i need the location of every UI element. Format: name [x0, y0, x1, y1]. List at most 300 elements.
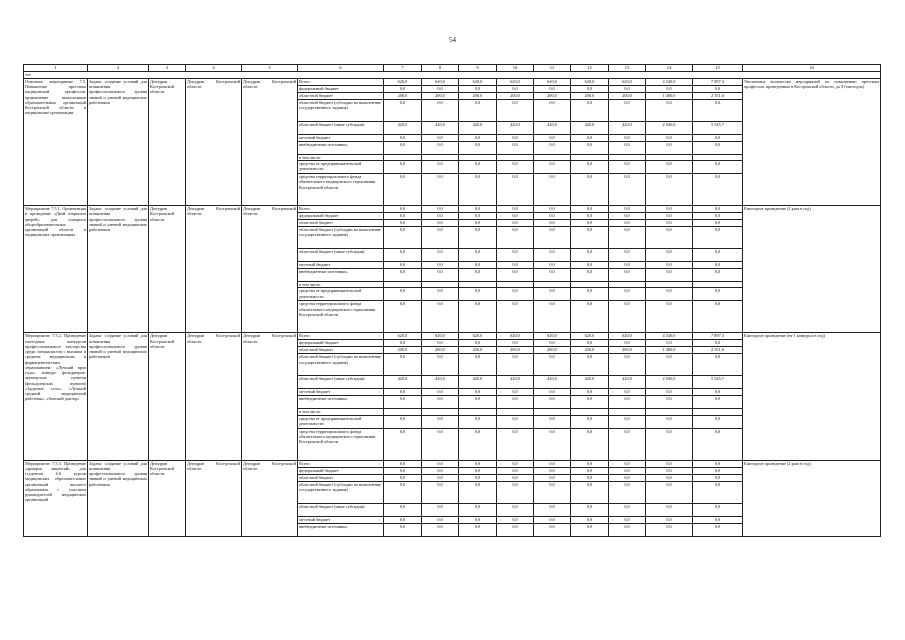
value-cell: 0,0	[609, 269, 646, 282]
value-cell: 0,0	[646, 174, 693, 206]
value-cell: 0,0	[646, 474, 693, 481]
value-cell: 0,0	[534, 288, 571, 301]
value-cell: 0,0	[609, 428, 646, 460]
funding-source-cell: областной бюджет (субсидии на выполнение государственного задания)	[298, 481, 384, 503]
funding-source-cell: средства от предпринимательской деятельности	[298, 415, 384, 428]
value-cell: 0,0	[422, 467, 459, 474]
value-cell: 620,0	[609, 333, 646, 340]
value-cell: 0,0	[422, 354, 459, 376]
value-cell: 0,0	[497, 100, 534, 122]
value-cell: 420,0	[459, 122, 497, 135]
value-cell: 0,0	[459, 301, 497, 333]
value-cell: 0,0	[609, 467, 646, 474]
value-cell: 0,0	[646, 516, 693, 523]
value-cell: 0,0	[609, 142, 646, 155]
value-cell: 0,0	[422, 428, 459, 460]
column-number: 12	[571, 65, 609, 72]
value-cell: 0,0	[646, 460, 693, 467]
value-cell: 0,0	[384, 428, 422, 460]
value-cell: 0,0	[534, 354, 571, 376]
value-cell: 0,0	[422, 389, 459, 396]
value-cell: 420,0	[534, 376, 571, 389]
value-cell: 5 545,7	[693, 376, 743, 389]
value-cell: 0,0	[459, 467, 497, 474]
column-number: 7	[384, 65, 422, 72]
value-cell: 0,0	[422, 206, 459, 213]
value-cell: 0,0	[422, 142, 459, 155]
value-cell: 0,0	[693, 389, 743, 396]
value-cell: 0,0	[571, 161, 609, 174]
value-cell: 0,0	[534, 135, 571, 142]
value-cell: 0,0	[459, 474, 497, 481]
funding-source-cell: в том числе:	[298, 282, 384, 288]
funding-source-cell: в том числе:	[298, 155, 384, 161]
value-cell: 0,0	[534, 206, 571, 213]
value-cell: 0,0	[384, 523, 422, 536]
value-cell: 0,0	[497, 523, 534, 536]
value-cell: 0,0	[422, 227, 459, 249]
value-cell: 2 940,0	[646, 376, 693, 389]
value-cell: 0,0	[693, 428, 743, 460]
funding-source-cell: внебюджетные источники,	[298, 269, 384, 282]
value-cell: 0,0	[384, 516, 422, 523]
column-number: 14	[646, 65, 693, 72]
funding-source-cell: средства от предпринимательской деятельности	[298, 288, 384, 301]
value-cell: 0,0	[693, 174, 743, 206]
value-cell: 0,0	[384, 135, 422, 142]
value-cell: 7 897,3	[693, 333, 743, 340]
funding-source-cell: Всего:	[298, 206, 384, 213]
value-cell: 0,0	[609, 288, 646, 301]
value-cell: 0,0	[534, 467, 571, 474]
value-cell: 0,0	[497, 516, 534, 523]
value-cell: 0,0	[459, 213, 497, 220]
value-cell: 420,0	[534, 122, 571, 135]
funding-source-cell: местный бюджет	[298, 389, 384, 396]
funding-source-cell: средства территориального фонда обязательного медицинского страхования Костромской области	[298, 301, 384, 333]
value-cell: 0,0	[646, 481, 693, 503]
value-cell: 0,0	[534, 474, 571, 481]
funding-source-cell: местный бюджет	[298, 262, 384, 269]
value-cell: 0,0	[422, 516, 459, 523]
value-cell: 0,0	[459, 415, 497, 428]
value-cell: 620,0	[422, 333, 459, 340]
activity-name-cell: Мероприятие 7.5.2. Проведение ежегодных конкурсов профессионального мастерства среди специалистов с высшим и средним медицинским и фармацевтическим образованием: «Лучший врач года», конкурс фельдшеров-акушерских пунктов (фельдшерских пунктов) «Здоровое село», «Лучший средний медицинский работник», «Земский доктор»	[24, 333, 88, 460]
value-cell: 0,0	[534, 301, 571, 333]
value-cell: 0,0	[646, 213, 693, 220]
value-cell: 0,0	[384, 288, 422, 301]
continuation-label: тет	[24, 72, 881, 79]
value-cell: 0,0	[497, 415, 534, 428]
value-cell: 0,0	[571, 503, 609, 516]
value-cell: 0,0	[384, 161, 422, 174]
value-cell: 0,0	[497, 220, 534, 227]
value-cell: 0,0	[384, 220, 422, 227]
value-cell: 0,0	[534, 142, 571, 155]
value-cell: 620,0	[534, 79, 571, 86]
value-cell: 0,0	[609, 354, 646, 376]
value-cell: 0,0	[422, 340, 459, 347]
value-cell: 0,0	[534, 516, 571, 523]
value-cell: 200,0	[384, 347, 422, 354]
value-cell: 0,0	[693, 262, 743, 269]
value-cell: 0,0	[459, 206, 497, 213]
value-cell: 0,0	[693, 301, 743, 333]
value-cell: 0,0	[534, 86, 571, 93]
column-number: 6	[298, 65, 384, 72]
value-cell: 0,0	[384, 100, 422, 122]
column-number: 10	[497, 65, 534, 72]
value-cell: 420,0	[422, 376, 459, 389]
value-cell: 200,0	[384, 93, 422, 100]
value-cell: 0,0	[534, 213, 571, 220]
value-cell: 0,0	[422, 135, 459, 142]
value-cell: 620,0	[384, 333, 422, 340]
value-cell: 0,0	[459, 354, 497, 376]
funding-source-cell: федеральный бюджет	[298, 213, 384, 220]
value-cell: 0,0	[693, 516, 743, 523]
value-cell: 0,0	[534, 523, 571, 536]
funding-source-cell: федеральный бюджет	[298, 86, 384, 93]
value-cell: 420,0	[609, 376, 646, 389]
value-cell: 0,0	[422, 460, 459, 467]
value-cell: 0,0	[646, 135, 693, 142]
value-cell: 0,0	[534, 262, 571, 269]
value-cell: 0,0	[646, 428, 693, 460]
value-cell: 0,0	[646, 288, 693, 301]
value-cell: 0,0	[646, 415, 693, 428]
value-cell: 0,0	[459, 220, 497, 227]
value-cell: 0,0	[609, 100, 646, 122]
value-cell: 0,0	[609, 523, 646, 536]
value-cell: 0,0	[646, 301, 693, 333]
value-cell: 0,0	[384, 396, 422, 409]
value-cell: 0,0	[384, 301, 422, 333]
value-cell: 200,0	[459, 93, 497, 100]
value-cell: 0,0	[534, 340, 571, 347]
value-cell: 0,0	[609, 262, 646, 269]
value-cell: 0,0	[459, 460, 497, 467]
value-cell: 0,0	[422, 288, 459, 301]
value-cell: 4 340,0	[646, 333, 693, 340]
value-cell: 0,0	[534, 415, 571, 428]
funding-source-cell: внебюджетные источники,	[298, 523, 384, 536]
funding-source-cell: Всего:	[298, 333, 384, 340]
value-cell: 0,0	[609, 340, 646, 347]
value-cell: 0,0	[497, 86, 534, 93]
value-cell: 0,0	[571, 354, 609, 376]
value-cell: 0,0	[459, 523, 497, 536]
value-cell: 0,0	[646, 227, 693, 249]
value-cell: 0,0	[497, 288, 534, 301]
value-cell: 0,0	[571, 100, 609, 122]
value-cell: 0,0	[571, 269, 609, 282]
value-cell: 0,0	[384, 474, 422, 481]
value-cell: 0,0	[609, 415, 646, 428]
value-cell: 0,0	[693, 227, 743, 249]
funding-source-cell: местный бюджет	[298, 516, 384, 523]
value-cell: 0,0	[459, 100, 497, 122]
funding-source-cell: внебюджетные источники,	[298, 396, 384, 409]
value-cell: 0,0	[609, 227, 646, 249]
value-cell: 0,0	[571, 467, 609, 474]
value-cell: 0,0	[693, 340, 743, 347]
value-cell: 200,0	[497, 347, 534, 354]
value-cell: 0,0	[497, 249, 534, 262]
value-cell: 0,0	[609, 206, 646, 213]
continuation-row	[24, 72, 881, 79]
value-cell: 0,0	[571, 220, 609, 227]
column-number-row	[24, 65, 881, 72]
recipient-cell: Депздрав Костромской области	[242, 206, 298, 333]
table-row	[24, 79, 881, 86]
value-cell: 420,0	[571, 122, 609, 135]
value-cell: 0,0	[497, 503, 534, 516]
value-cell: 0,0	[571, 516, 609, 523]
value-cell: 0,0	[534, 396, 571, 409]
value-cell: 0,0	[609, 474, 646, 481]
value-cell: 0,0	[497, 206, 534, 213]
activity-name-cell: Основное мероприятие 7.5. Повышение престижа медицинской профессии, привлечение выпускников образовательных организаций Костромской области в медицинские организации	[24, 79, 88, 206]
value-cell: 620,0	[497, 333, 534, 340]
value-cell: 0,0	[384, 142, 422, 155]
value-cell: 420,0	[422, 122, 459, 135]
executor-cell: Депздрав Костромской области	[149, 206, 186, 333]
value-cell: 0,0	[571, 428, 609, 460]
value-cell: 0,0	[422, 174, 459, 206]
value-cell: 200,0	[422, 93, 459, 100]
value-cell: 0,0	[384, 206, 422, 213]
funding-source-cell: областной бюджет (иные субсидии)	[298, 503, 384, 516]
funding-source-cell: областной бюджет	[298, 220, 384, 227]
funding-source-cell: средства от предпринимательской деятельности	[298, 161, 384, 174]
value-cell: 0,0	[422, 269, 459, 282]
value-cell: 0,0	[384, 354, 422, 376]
value-cell: 0,0	[459, 135, 497, 142]
value-cell: 0,0	[646, 354, 693, 376]
column-number-header	[24, 65, 881, 72]
recipient-cell: Депздрав Костромской области	[242, 460, 298, 536]
value-cell: 0,0	[422, 301, 459, 333]
value-cell: 0,0	[384, 227, 422, 249]
expected-result-cell: Увеличение количества мероприятий по повышению престижа профессии, проведенных в Костромской области, до 8 (ежегодно)	[743, 79, 881, 206]
value-cell: 0,0	[459, 516, 497, 523]
value-cell: 0,0	[497, 460, 534, 467]
value-cell: 200,0	[497, 93, 534, 100]
value-cell: 420,0	[497, 376, 534, 389]
value-cell: 0,0	[422, 161, 459, 174]
value-cell: 5 545,7	[693, 122, 743, 135]
value-cell: 0,0	[693, 503, 743, 516]
value-cell: 0,0	[571, 389, 609, 396]
value-cell: 0,0	[693, 249, 743, 262]
funding-source-cell: областной бюджет (субсидии на выполнение государственного задания)	[298, 354, 384, 376]
funding-source-cell: областной бюджет	[298, 93, 384, 100]
value-cell: 0,0	[646, 220, 693, 227]
value-cell: 0,0	[497, 354, 534, 376]
value-cell: 0,0	[609, 460, 646, 467]
value-cell: 0,0	[646, 262, 693, 269]
value-cell: 0,0	[609, 213, 646, 220]
value-cell: 0,0	[422, 220, 459, 227]
funding-source-cell: средства территориального фонда обязательного медицинского страхования Костромской области	[298, 174, 384, 206]
value-cell: 200,0	[571, 347, 609, 354]
value-cell: 0,0	[571, 396, 609, 409]
value-cell: 0,0	[422, 213, 459, 220]
value-cell: 0,0	[646, 86, 693, 93]
value-cell: 1 400,0	[646, 347, 693, 354]
value-cell: 200,0	[609, 347, 646, 354]
value-cell: 0,0	[571, 206, 609, 213]
value-cell: 420,0	[384, 376, 422, 389]
value-cell: 0,0	[571, 135, 609, 142]
page-number: 54	[449, 36, 456, 44]
value-cell: 0,0	[422, 481, 459, 503]
value-cell: 0,0	[646, 467, 693, 474]
value-cell: 0,0	[459, 503, 497, 516]
value-cell: 0,0	[693, 481, 743, 503]
funding-source-cell: областной бюджет (субсидии на выполнение государственного задания)	[298, 100, 384, 122]
value-cell: 0,0	[646, 523, 693, 536]
column-number: 9	[459, 65, 497, 72]
column-number: 5	[242, 65, 298, 72]
value-cell: 0,0	[422, 474, 459, 481]
funding-source-cell: областной бюджет (иные субсидии)	[298, 122, 384, 135]
value-cell: 0,0	[571, 481, 609, 503]
funding-source-cell: областной бюджет (иные субсидии)	[298, 376, 384, 389]
value-cell: 0,0	[571, 142, 609, 155]
value-cell: 0,0	[534, 227, 571, 249]
value-cell: 0,0	[497, 340, 534, 347]
value-cell: 200,0	[534, 93, 571, 100]
value-cell: 420,0	[459, 376, 497, 389]
value-cell: 0,0	[571, 301, 609, 333]
funding-source-cell: средства территориального фонда обязательного медицинского страхования Костромской области	[298, 428, 384, 460]
value-cell: 0,0	[609, 389, 646, 396]
task-cell: Задача: создание условий для повышения профессионального уровня знаний и умений медицинских работников	[88, 460, 149, 536]
value-cell: 0,0	[384, 503, 422, 516]
value-cell: 0,0	[497, 481, 534, 503]
expected-result-cell: Ежегодное проведение (2 раза в год)	[743, 206, 881, 333]
value-cell: 0,0	[571, 340, 609, 347]
value-cell: 200,0	[571, 93, 609, 100]
value-cell: 0,0	[497, 389, 534, 396]
value-cell: 7 897,3	[693, 79, 743, 86]
expected-result-cell: Ежегодное проведение (2 раза в год)	[743, 460, 881, 536]
value-cell: 0,0	[693, 474, 743, 481]
value-cell: 0,0	[459, 249, 497, 262]
value-cell: 0,0	[459, 161, 497, 174]
column-number: 1	[24, 65, 88, 72]
value-cell: 0,0	[459, 481, 497, 503]
value-cell: 620,0	[571, 333, 609, 340]
table-row	[24, 206, 881, 213]
value-cell: 0,0	[384, 213, 422, 220]
table-row	[24, 460, 881, 467]
funding-source-cell: федеральный бюджет	[298, 467, 384, 474]
value-cell: 0,0	[497, 262, 534, 269]
value-cell: 0,0	[571, 174, 609, 206]
value-cell: 0,0	[609, 86, 646, 93]
value-cell: 0,0	[646, 206, 693, 213]
value-cell: 0,0	[459, 288, 497, 301]
value-cell: 0,0	[534, 269, 571, 282]
value-cell: 0,0	[693, 142, 743, 155]
value-cell: 2 940,0	[646, 122, 693, 135]
value-cell: 0,0	[497, 227, 534, 249]
budget-table	[23, 64, 881, 537]
value-cell: 0,0	[384, 340, 422, 347]
column-number: 15	[693, 65, 743, 72]
value-cell: 420,0	[609, 122, 646, 135]
value-cell: 0,0	[497, 467, 534, 474]
value-cell: 200,0	[459, 347, 497, 354]
column-number: 16	[743, 65, 881, 72]
value-cell: 0,0	[497, 301, 534, 333]
value-cell: 0,0	[459, 262, 497, 269]
value-cell: 0,0	[571, 213, 609, 220]
value-cell: 0,0	[459, 340, 497, 347]
value-cell: 0,0	[422, 262, 459, 269]
value-cell: 0,0	[571, 227, 609, 249]
value-cell: 420,0	[497, 122, 534, 135]
value-cell: 0,0	[693, 86, 743, 93]
value-cell: 0,0	[534, 249, 571, 262]
value-cell: 0,0	[384, 262, 422, 269]
value-cell: 0,0	[646, 503, 693, 516]
funding-source-cell: федеральный бюджет	[298, 340, 384, 347]
funding-source-cell: местный бюджет	[298, 135, 384, 142]
funding-source-cell: в том числе:	[298, 409, 384, 415]
value-cell: 0,0	[693, 288, 743, 301]
value-cell: 0,0	[693, 523, 743, 536]
value-cell: 0,0	[422, 503, 459, 516]
value-cell: 0,0	[497, 428, 534, 460]
value-cell: 0,0	[459, 428, 497, 460]
value-cell: 0,0	[534, 460, 571, 467]
value-cell: 0,0	[497, 135, 534, 142]
value-cell: 0,0	[571, 415, 609, 428]
value-cell: 0,0	[534, 161, 571, 174]
value-cell: 0,0	[693, 269, 743, 282]
task-cell: Задача: создание условий для повышения профессионального уровня знаний и умений медицинских работников	[88, 333, 149, 460]
value-cell: 420,0	[384, 122, 422, 135]
value-cell: 200,0	[534, 347, 571, 354]
value-cell: 0,0	[384, 415, 422, 428]
value-cell: 0,0	[646, 142, 693, 155]
value-cell: 0,0	[422, 86, 459, 93]
value-cell: 0,0	[609, 220, 646, 227]
value-cell: 200,0	[609, 93, 646, 100]
value-cell: 0,0	[571, 460, 609, 467]
value-cell: 0,0	[571, 523, 609, 536]
value-cell: 0,0	[693, 467, 743, 474]
value-cell: 0,0	[384, 481, 422, 503]
value-cell: 0,0	[693, 100, 743, 122]
column-number: 13	[609, 65, 646, 72]
value-cell: 0,0	[693, 213, 743, 220]
funding-source-cell: областной бюджет (иные субсидии)	[298, 249, 384, 262]
column-number: 2	[88, 65, 149, 72]
value-cell: 0,0	[422, 100, 459, 122]
value-cell: 0,0	[422, 249, 459, 262]
value-cell: 0,0	[571, 262, 609, 269]
value-cell: 620,0	[459, 333, 497, 340]
column-number: 11	[534, 65, 571, 72]
value-cell: 0,0	[609, 249, 646, 262]
value-cell: 0,0	[422, 396, 459, 409]
customer-cell: Депздрав Костромской области	[186, 333, 242, 460]
